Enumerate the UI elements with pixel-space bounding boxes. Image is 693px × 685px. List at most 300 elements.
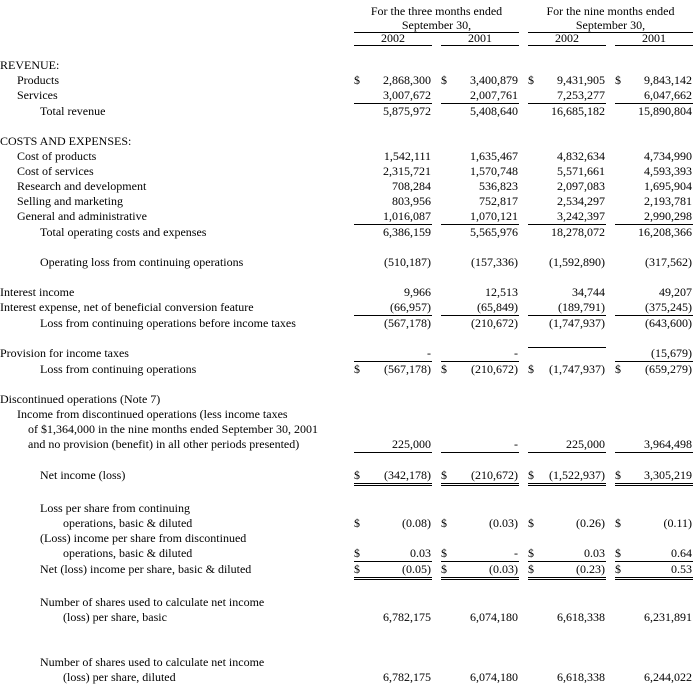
value-cell-box	[528, 516, 606, 531]
value-cell-box	[441, 164, 519, 179]
table-row	[0, 531, 693, 546]
spacer-row	[0, 119, 693, 134]
cell-value: (643,600)	[645, 316, 692, 330]
cell-value: (342,178)	[384, 468, 431, 482]
value-cell	[519, 562, 606, 580]
table-row	[0, 516, 693, 531]
table-row	[0, 407, 693, 422]
value-cell-box	[615, 516, 693, 531]
cell-value: (1,592,890)	[549, 255, 605, 269]
row-label: Research and development	[17, 179, 147, 193]
table-row	[0, 422, 693, 437]
value-cell	[345, 501, 432, 516]
row-label: Operating loss from continuing operations	[40, 255, 244, 269]
cell-value: (210,672)	[471, 362, 518, 376]
value-cell-box	[441, 437, 519, 453]
dollar-sign: $	[354, 516, 360, 530]
value-cell	[345, 179, 432, 194]
value-cell	[345, 285, 432, 300]
value-cell	[345, 392, 432, 407]
value-cell	[519, 468, 606, 486]
value-cell-box	[441, 255, 519, 270]
value-cell	[606, 255, 693, 270]
value-cell	[432, 73, 519, 88]
table-row	[0, 670, 693, 685]
table-row	[0, 468, 693, 486]
date-header-label: September 30,	[354, 18, 519, 33]
cell-value: 6,782,175	[383, 610, 431, 624]
value-cell-box	[354, 346, 432, 362]
row-label: (Loss) income per share from discontinued	[40, 531, 247, 545]
table-row	[0, 73, 693, 88]
table-row	[0, 437, 693, 453]
dollar-sign: $	[441, 73, 447, 87]
value-cell	[432, 516, 519, 531]
table-row	[0, 104, 693, 119]
cell-value: -	[514, 437, 518, 451]
value-cell	[432, 670, 519, 685]
value-cell	[345, 516, 432, 531]
cell-value: 2,315,721	[383, 164, 431, 178]
value-cell	[606, 179, 693, 194]
value-cell-box	[528, 468, 606, 486]
dollar-sign: $	[441, 546, 447, 560]
value-cell	[432, 104, 519, 119]
value-cell	[519, 407, 606, 422]
year-header-3mo-2002	[345, 32, 432, 47]
value-cell-box	[615, 88, 693, 104]
value-cell	[432, 610, 519, 625]
row-label: Discontinued operations (Note 7)	[0, 392, 161, 406]
value-cell-box	[354, 516, 432, 531]
value-cell-box	[354, 88, 432, 104]
value-cell	[432, 407, 519, 422]
value-cell	[432, 346, 519, 362]
value-cell	[432, 562, 519, 580]
dollar-sign: $	[528, 468, 534, 482]
value-cell-box	[441, 546, 519, 562]
cell-value: (375,245)	[645, 300, 692, 314]
cell-value: 3,400,879	[470, 73, 518, 87]
cell-value: (210,672)	[471, 316, 518, 330]
dollar-sign: $	[528, 362, 534, 376]
table-row	[0, 300, 693, 316]
value-cell-box	[441, 88, 519, 104]
value-cell	[345, 104, 432, 119]
value-cell	[345, 595, 432, 610]
cell-value: 49,207	[659, 285, 692, 299]
value-cell	[432, 149, 519, 164]
value-cell-box	[354, 670, 432, 685]
value-cell-box	[354, 562, 432, 580]
cell-value: 6,074,180	[470, 610, 518, 624]
value-cell	[519, 300, 606, 316]
cell-value: 708,284	[392, 179, 431, 193]
cell-value: 1,542,111	[383, 149, 431, 163]
value-cell	[519, 164, 606, 179]
value-cell-box	[441, 316, 519, 331]
value-cell	[432, 255, 519, 270]
dollar-sign: $	[354, 73, 360, 87]
spacer-row	[0, 377, 693, 392]
spacer-row	[0, 580, 693, 595]
value-cell-box	[615, 164, 693, 179]
value-cell-box	[615, 73, 693, 88]
cell-value: 6,244,022	[644, 670, 692, 684]
dollar-sign: $	[615, 362, 621, 376]
value-cell	[519, 134, 606, 149]
value-cell-box	[441, 468, 519, 486]
cell-value: 6,782,175	[383, 670, 431, 684]
dollar-sign: $	[528, 73, 534, 87]
cell-value: 12,513	[485, 285, 518, 299]
row-label: Provision for income taxes	[0, 346, 129, 360]
header-spacer	[0, 4, 345, 18]
cell-value: (0.26)	[576, 516, 605, 530]
value-cell-box	[528, 437, 606, 453]
value-cell	[519, 655, 606, 670]
dollar-sign: $	[615, 546, 621, 560]
value-cell-box	[441, 362, 519, 377]
value-cell-box	[441, 670, 519, 685]
dollar-sign: $	[354, 546, 360, 560]
value-cell	[345, 225, 432, 240]
value-cell	[432, 58, 519, 73]
cell-value: 752,817	[479, 194, 518, 208]
year-header-3mo-2001	[432, 32, 519, 47]
value-cell	[432, 392, 519, 407]
row-label: (loss) per share, basic	[63, 610, 167, 624]
row-label: Cost of products	[17, 149, 97, 163]
value-cell-box	[354, 316, 432, 331]
value-cell	[606, 468, 693, 486]
row-label: Selling and marketing	[17, 194, 123, 208]
value-cell-box	[528, 149, 606, 164]
value-cell-box	[615, 468, 693, 486]
value-cell	[519, 531, 606, 546]
cell-value: 1,070,121	[470, 209, 518, 223]
year-header-label: 2001	[615, 32, 693, 46]
value-cell	[345, 300, 432, 316]
value-cell-box	[354, 225, 432, 240]
value-cell	[519, 362, 606, 377]
cell-value: (510,187)	[384, 255, 431, 269]
value-cell-box	[528, 285, 606, 300]
value-cell	[606, 362, 693, 377]
value-cell-box	[528, 164, 606, 179]
table-row	[0, 209, 693, 225]
value-cell-box	[441, 149, 519, 164]
dollar-sign: $	[615, 562, 621, 576]
value-cell	[519, 437, 606, 453]
value-cell	[432, 88, 519, 104]
value-cell	[519, 316, 606, 331]
value-cell	[606, 58, 693, 73]
cell-value: (210,672)	[471, 468, 518, 482]
cell-value: 4,832,634	[557, 149, 605, 163]
cell-value: 225,000	[566, 437, 605, 451]
header-date-row	[0, 18, 693, 32]
value-cell	[606, 149, 693, 164]
dollar-sign: $	[441, 362, 447, 376]
value-cell-box	[354, 164, 432, 179]
value-cell	[345, 346, 432, 362]
cell-value: 803,956	[392, 194, 431, 208]
cell-value: 9,966	[404, 285, 431, 299]
value-cell-box	[615, 362, 693, 377]
value-cell	[345, 134, 432, 149]
table-row	[0, 285, 693, 300]
value-cell-box	[354, 610, 432, 625]
row-label: Interest income	[0, 285, 75, 299]
value-cell	[345, 468, 432, 486]
value-cell-box	[354, 149, 432, 164]
table-row	[0, 255, 693, 270]
row-label: of $1,364,000 in the nine months ended September 30, 2001	[28, 422, 318, 436]
value-cell-box	[528, 88, 606, 104]
value-cell	[606, 88, 693, 104]
cell-value: 2,007,761	[470, 88, 518, 102]
cell-value: 536,823	[479, 179, 518, 193]
value-cell-box	[354, 300, 432, 316]
value-cell-box	[528, 316, 606, 331]
value-cell	[345, 407, 432, 422]
value-cell	[519, 546, 606, 562]
table-row	[0, 546, 693, 562]
value-cell	[345, 437, 432, 453]
cell-value: 3,305,219	[644, 468, 692, 482]
value-cell	[606, 225, 693, 240]
table-row	[0, 164, 693, 179]
value-cell-box	[528, 362, 606, 377]
spacer-row	[0, 331, 693, 346]
table-row	[0, 610, 693, 625]
row-label: Products	[17, 73, 59, 87]
dollar-sign: $	[615, 468, 621, 482]
value-cell-box	[528, 225, 606, 240]
value-cell-box	[354, 104, 432, 119]
cell-value: 0.64	[671, 546, 692, 560]
cell-value: 34,744	[572, 285, 605, 299]
table-row	[0, 562, 693, 580]
value-cell-box	[528, 209, 606, 225]
value-cell	[345, 149, 432, 164]
value-cell-box	[528, 670, 606, 685]
value-cell-box	[441, 194, 519, 209]
cell-value: 18,278,072	[551, 225, 605, 239]
value-cell	[606, 501, 693, 516]
year-header-9mo-2001	[606, 32, 693, 47]
value-cell-box	[441, 516, 519, 531]
value-cell	[345, 362, 432, 377]
value-cell	[606, 422, 693, 437]
value-cell	[606, 134, 693, 149]
value-cell	[432, 595, 519, 610]
cell-value: 16,685,182	[551, 104, 605, 118]
cell-value: 6,386,159	[383, 225, 431, 239]
cell-value: 0.53	[671, 562, 692, 576]
header-period-row	[0, 4, 693, 18]
value-cell-box	[354, 546, 432, 562]
value-cell	[432, 531, 519, 546]
row-label: Number of shares used to calculate net income	[40, 595, 265, 609]
row-label: Income from discontinued operations (less income taxes	[17, 407, 288, 421]
value-cell-box	[441, 73, 519, 88]
value-cell	[345, 58, 432, 73]
table-row	[0, 149, 693, 164]
cell-value: (189,791)	[558, 300, 605, 314]
value-cell	[606, 316, 693, 331]
value-cell	[345, 209, 432, 225]
row-label: COSTS AND EXPENSES:	[0, 134, 132, 148]
value-cell	[432, 655, 519, 670]
cell-value: 1,570,748	[470, 164, 518, 178]
cell-value: 5,565,976	[470, 225, 518, 239]
table-row	[0, 179, 693, 194]
period-header-label: For the nine months ended	[546, 4, 675, 18]
value-cell-box	[615, 346, 693, 362]
cell-value: -	[427, 346, 431, 360]
spacer-row	[0, 625, 693, 640]
value-cell	[519, 285, 606, 300]
statement-body	[0, 58, 693, 685]
cell-value: (0.23)	[576, 562, 605, 576]
value-cell	[519, 670, 606, 685]
table-row	[0, 134, 693, 149]
cell-value: -	[514, 546, 518, 560]
dollar-sign: $	[441, 516, 447, 530]
year-header-label: 2001	[441, 32, 519, 46]
value-cell-box	[615, 670, 693, 685]
value-cell	[606, 164, 693, 179]
dollar-sign: $	[528, 562, 534, 576]
spacer-row	[0, 240, 693, 255]
value-cell	[345, 73, 432, 88]
value-cell-box	[528, 104, 606, 119]
value-cell	[519, 422, 606, 437]
value-cell	[432, 179, 519, 194]
cell-value: (567,178)	[384, 362, 431, 376]
cell-value: (15,679)	[651, 346, 692, 360]
header-year-row	[0, 32, 693, 47]
value-cell-box	[528, 255, 606, 270]
row-label: operations, basic & diluted	[63, 546, 193, 560]
row-label: REVENUE:	[0, 58, 60, 72]
value-cell	[606, 562, 693, 580]
row-label: Net income (loss)	[40, 468, 126, 482]
value-cell-box	[615, 194, 693, 209]
row-label: Total revenue	[40, 104, 106, 118]
value-cell	[519, 225, 606, 240]
table-row	[0, 194, 693, 209]
dollar-sign: $	[615, 516, 621, 530]
value-cell	[606, 104, 693, 119]
value-cell	[606, 610, 693, 625]
value-cell-box	[441, 300, 519, 316]
value-cell	[519, 194, 606, 209]
value-cell-box	[441, 179, 519, 194]
cell-value: 5,875,972	[383, 104, 431, 118]
value-cell-box	[528, 562, 606, 580]
cell-value: -	[514, 346, 518, 360]
value-cell	[345, 562, 432, 580]
period-header-label: For the three months ended	[370, 4, 503, 18]
value-cell	[519, 392, 606, 407]
value-cell-box	[528, 610, 606, 625]
value-cell	[606, 546, 693, 562]
table-row	[0, 316, 693, 331]
cell-value: (66,957)	[390, 300, 431, 314]
row-label: Total operating costs and expenses	[40, 225, 207, 239]
value-cell-box	[441, 610, 519, 625]
value-cell-box	[354, 255, 432, 270]
value-cell	[345, 88, 432, 104]
value-cell-box	[354, 437, 432, 453]
cell-value: 1,016,087	[383, 209, 431, 223]
cell-value: (0.03)	[489, 562, 518, 576]
value-cell	[519, 346, 606, 362]
cell-value: (317,562)	[645, 255, 692, 269]
header-spacer	[0, 32, 345, 47]
cell-value: 3,242,397	[557, 209, 605, 223]
value-cell-box	[441, 562, 519, 580]
value-cell-box	[615, 104, 693, 119]
cell-value: 16,208,366	[638, 225, 692, 239]
value-cell	[432, 225, 519, 240]
value-cell-box	[354, 468, 432, 486]
cell-value: 3,964,498	[644, 437, 692, 451]
value-cell	[345, 255, 432, 270]
period-header-nine-months	[519, 4, 693, 18]
value-cell	[432, 300, 519, 316]
cell-value: 9,843,142	[644, 73, 692, 87]
value-cell-box	[528, 346, 606, 348]
dollar-sign: $	[441, 562, 447, 576]
value-cell	[432, 468, 519, 486]
date-header-label: September 30,	[528, 18, 693, 33]
cell-value: (0.08)	[402, 516, 431, 530]
cell-value: 15,890,804	[638, 104, 692, 118]
cell-value: 2,193,781	[644, 194, 692, 208]
table-row	[0, 58, 693, 73]
value-cell	[519, 88, 606, 104]
date-header-three-months	[345, 18, 519, 33]
cell-value: 1,695,904	[644, 179, 692, 193]
value-cell-box	[354, 362, 432, 377]
value-cell-box	[615, 149, 693, 164]
date-header-nine-months	[519, 18, 693, 33]
cell-value: 6,231,891	[644, 610, 692, 624]
value-cell	[345, 316, 432, 331]
cell-value: 2,097,083	[557, 179, 605, 193]
cell-value: 6,074,180	[470, 670, 518, 684]
spacer-row	[0, 640, 693, 655]
dollar-sign: $	[615, 73, 621, 87]
value-cell	[519, 209, 606, 225]
spacer-row	[0, 270, 693, 285]
row-label: Interest expense, net of beneficial conversion feature	[0, 300, 254, 314]
value-cell	[345, 670, 432, 685]
cell-value: 6,618,338	[557, 610, 605, 624]
value-cell	[606, 346, 693, 362]
value-cell	[606, 595, 693, 610]
value-cell-box	[354, 209, 432, 225]
value-cell	[519, 179, 606, 194]
cell-value: (567,178)	[384, 316, 431, 330]
cell-value: (1,747,937)	[549, 316, 605, 330]
cell-value: (1,747,937)	[549, 362, 605, 376]
value-cell	[345, 194, 432, 209]
